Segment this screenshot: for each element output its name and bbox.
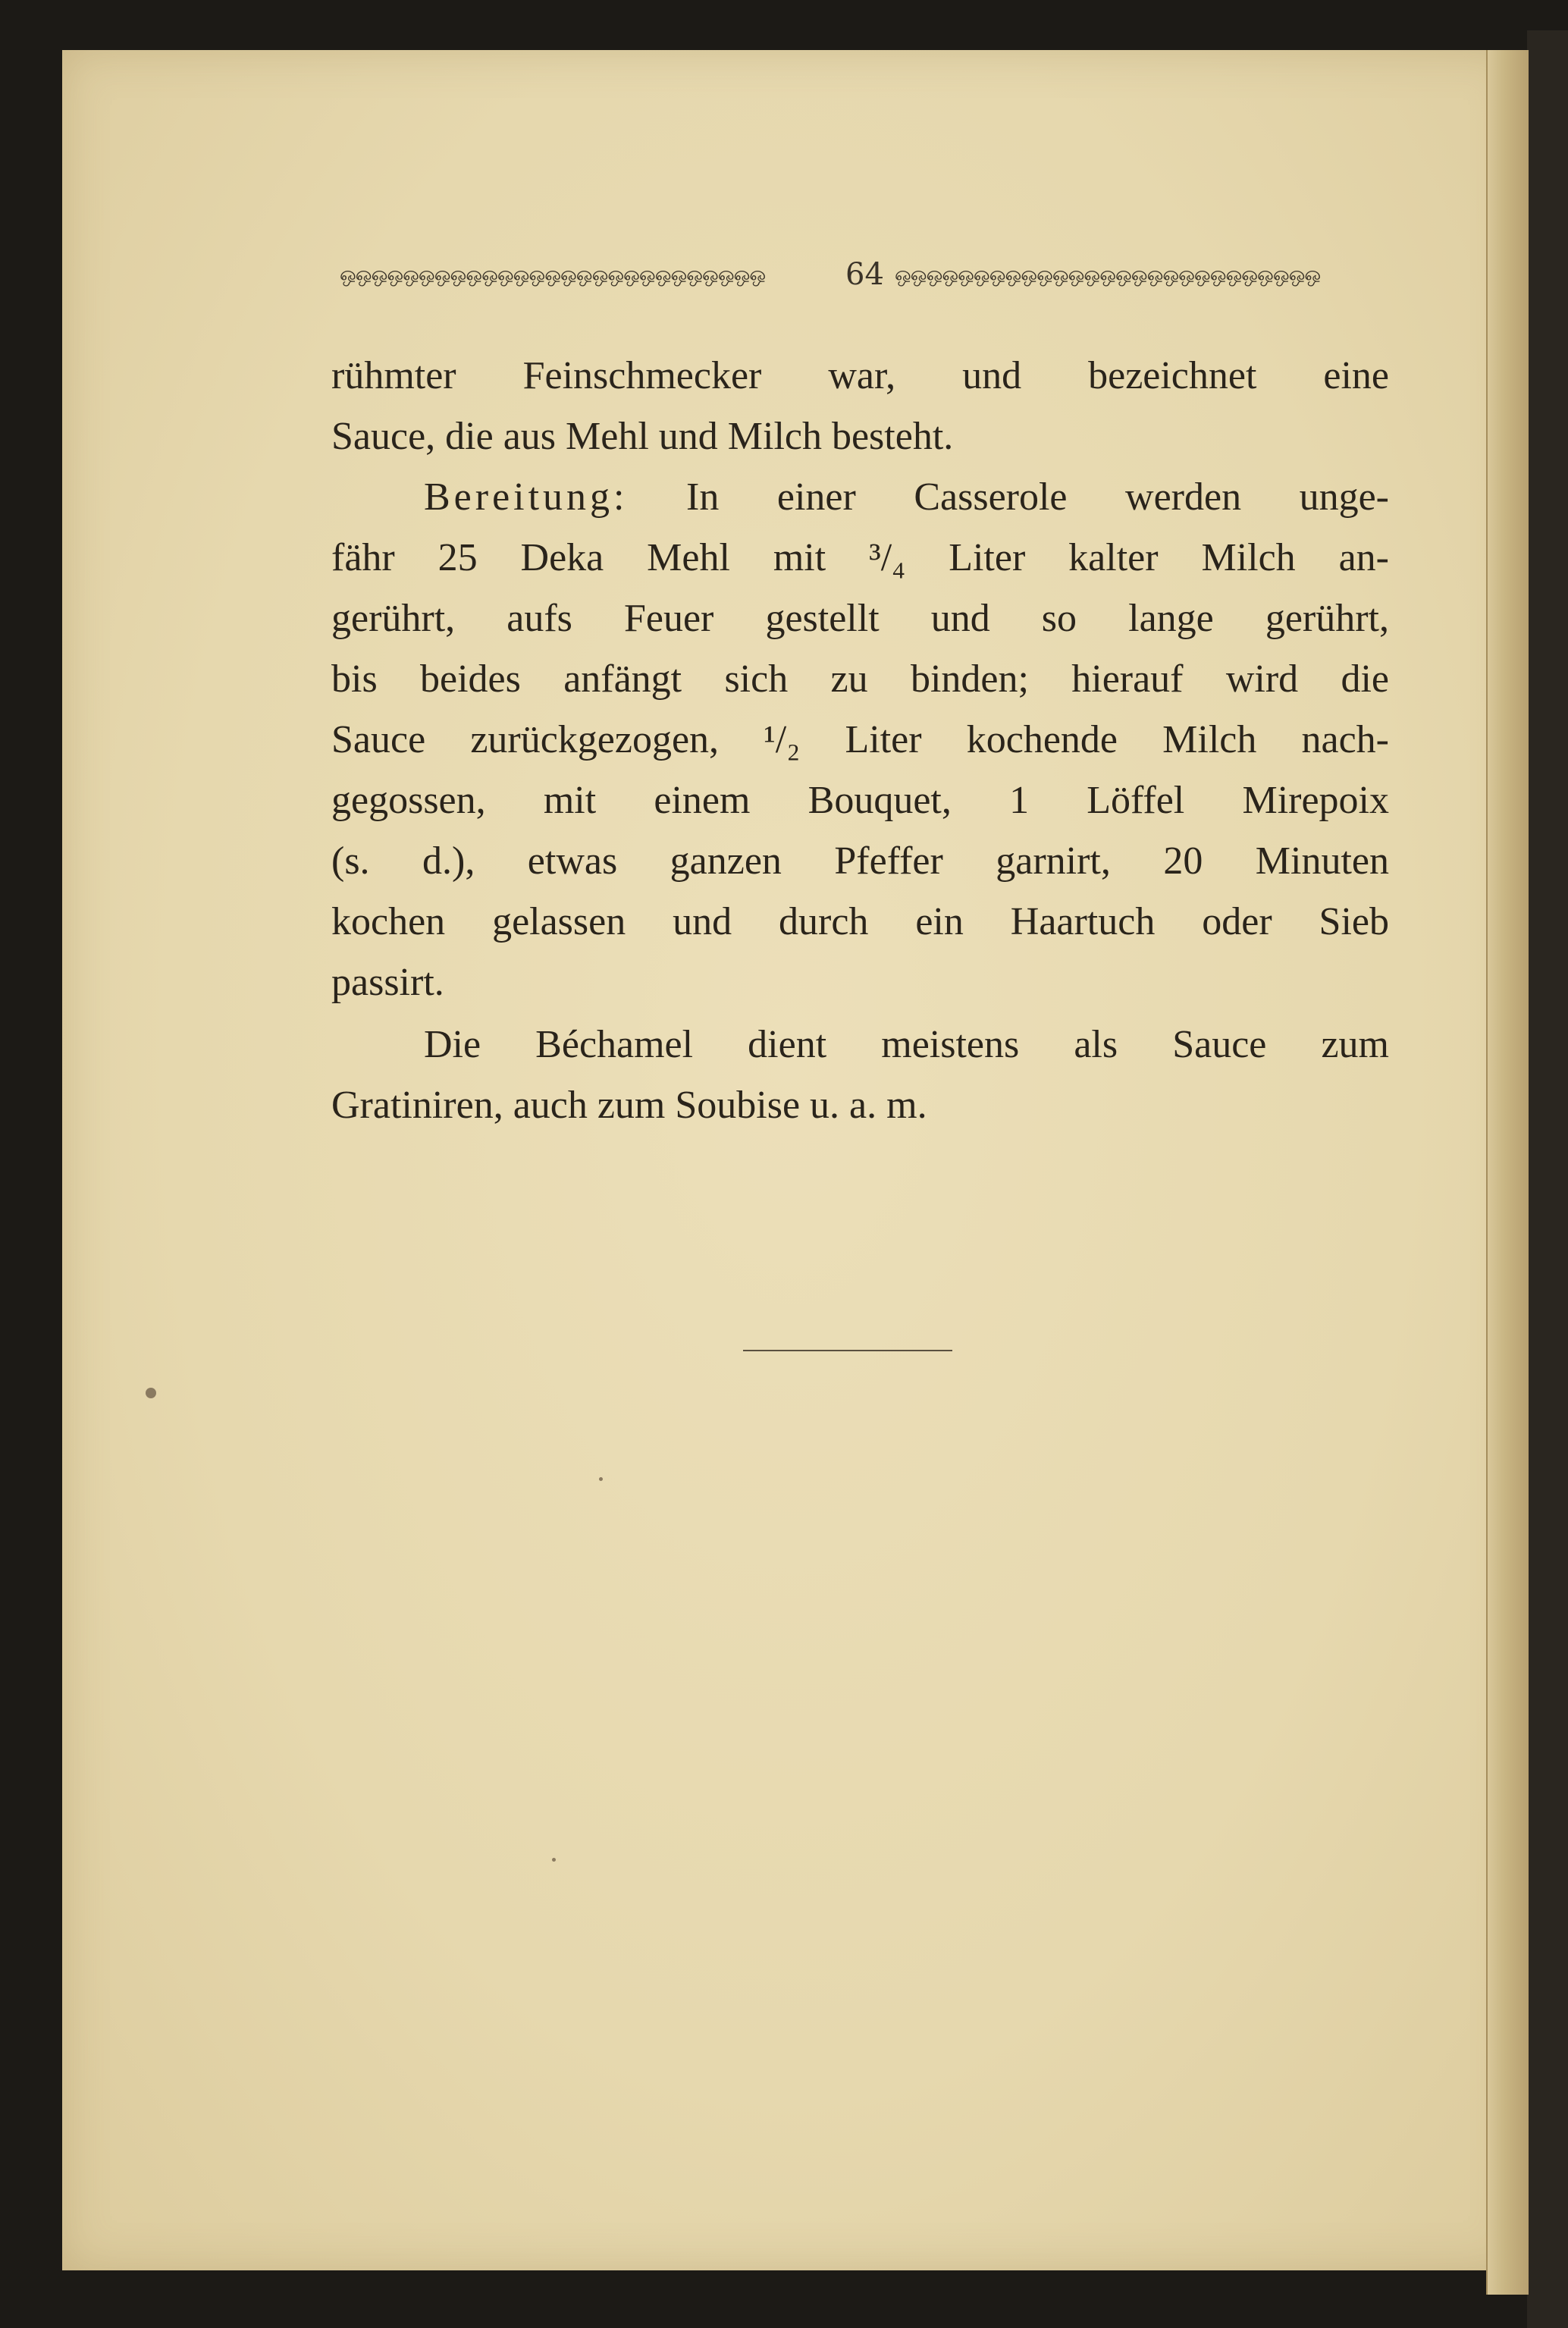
text-line: Gratiniren, auch zum Soubise u. a. m. — [331, 1084, 927, 1127]
paper-speck — [599, 1477, 603, 1481]
section-label: Bereitung: — [424, 475, 629, 519]
text-line: kochen gelassen und durch ein Haartuch oder Sieb — [331, 900, 1389, 943]
page-gutter — [1486, 50, 1529, 2295]
text-fragment: In einer Casserole werden unge- — [686, 475, 1389, 519]
book-edge — [1527, 30, 1568, 2328]
text-line: rühmter Feinschmecker war, und bezeichnet eine — [331, 354, 1389, 397]
text-line: Sauce, die aus Mehl und Milch besteht. — [331, 415, 954, 458]
page-number: 64 — [845, 257, 884, 292]
text-line: passirt. — [331, 961, 444, 1004]
text-line: Die Béchamel dient meistens als Sauce zum — [424, 1023, 1389, 1066]
paragraph-continued — [331, 346, 1389, 467]
running-header — [334, 253, 1395, 299]
text-line: (s. d.), etwas ganzen Pfeffer garnirt, 20 Minuten — [331, 839, 1389, 883]
paper-speck — [552, 1858, 556, 1862]
paper-speck — [146, 1388, 156, 1398]
paragraph-bereitung — [331, 467, 1389, 1013]
text-line — [331, 467, 1389, 528]
paragraph-usage — [331, 1015, 1389, 1136]
ornament-border-left: ஒஒஒஒஒஒஒஒஒஒஒஒஒஒஒஒஒஒஒஒஒஒஒஒஒஒஒ — [340, 263, 766, 286]
ornament-border-right: ஒஒஒஒஒஒஒஒஒஒஒஒஒஒஒஒஒஒஒஒஒஒஒஒஒஒஒ — [895, 263, 1321, 286]
section-divider — [743, 1350, 952, 1351]
text-line: gerührt, aufs Feuer gestellt und so lange gerührt, — [331, 597, 1389, 640]
text-line: fähr 25 Deka Mehl mit ³/₄ Liter kalter Milch an- — [331, 536, 1389, 579]
text-line: gegossen, mit einem Bouquet, 1 Löffel Mirepoix — [331, 779, 1389, 822]
text-line: Sauce zurückgezogen, ¹/₂ Liter kochende Milch nach- — [331, 718, 1389, 761]
text-line: bis beides anfängt sich zu binden; hierauf wird die — [331, 657, 1389, 701]
